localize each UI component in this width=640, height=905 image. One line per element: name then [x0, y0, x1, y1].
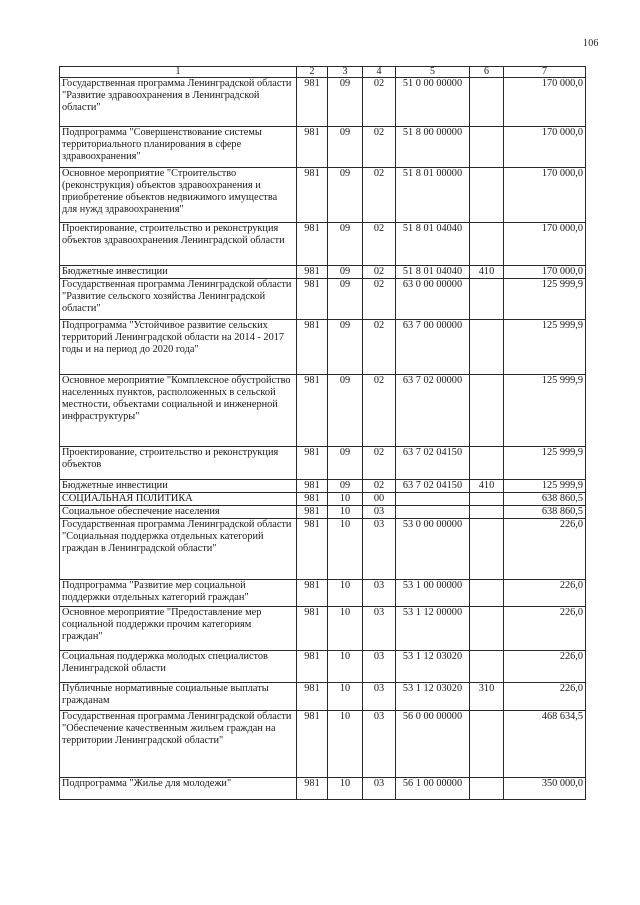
- row-amount: 226,0: [504, 683, 586, 711]
- row-amount: 125 999,9: [504, 447, 586, 480]
- row-name: Проектирование, строительство и реконструкция объектов: [60, 447, 297, 480]
- row-amount: 125 999,9: [504, 480, 586, 493]
- row-name: Подпрограмма "Устойчивое развитие сельских территорий Ленинградской области на 2014 - 2017 годы и на период до 2020 года": [60, 320, 297, 375]
- header-row: [60, 67, 586, 78]
- row-col-4: 00: [363, 493, 396, 506]
- row-col-4: 02: [363, 78, 396, 127]
- table-row: [60, 651, 586, 683]
- row-name: Социальная поддержка молодых специалистов Ленинградской области: [60, 651, 297, 683]
- row-col-6: [470, 127, 504, 168]
- row-col-3: 09: [328, 480, 363, 493]
- header-col-3: 3: [328, 67, 363, 78]
- table-row: [60, 168, 586, 223]
- row-col-5: [396, 493, 470, 506]
- row-amount: 170 000,0: [504, 127, 586, 168]
- row-name: Социальное обеспечение населения: [60, 506, 297, 519]
- header-col-7: 7: [504, 67, 586, 78]
- row-col-5: 51 0 00 00000: [396, 78, 470, 127]
- row-col-3: 10: [328, 519, 363, 580]
- row-name: Основное мероприятие "Предоставление мер социальной поддержки прочим категориям граждан": [60, 607, 297, 651]
- row-col-2: 981: [297, 127, 328, 168]
- row-col-6: 310: [470, 683, 504, 711]
- header-col-4: 4: [363, 67, 396, 78]
- row-col-2: 981: [297, 607, 328, 651]
- row-col-6: 410: [470, 266, 504, 279]
- row-col-6: [470, 375, 504, 447]
- header-col-2: 2: [297, 67, 328, 78]
- row-col-6: [470, 447, 504, 480]
- row-col-5: 53 1 12 03020: [396, 651, 470, 683]
- row-amount: 638 860,5: [504, 493, 586, 506]
- row-name: Государственная программа Ленинградской области "Развитие здравоохранения в Ленинградской области": [60, 78, 297, 127]
- row-col-6: [470, 607, 504, 651]
- row-col-4: 02: [363, 127, 396, 168]
- table-row: [60, 279, 586, 320]
- row-col-2: 981: [297, 266, 328, 279]
- table-row: [60, 375, 586, 447]
- row-amount: 226,0: [504, 519, 586, 580]
- row-amount: 170 000,0: [504, 78, 586, 127]
- row-col-6: [470, 493, 504, 506]
- row-col-3: 10: [328, 493, 363, 506]
- row-name: Основное мероприятие "Комплексное обустройство населенных пунктов, расположенных в сельской местности, объектами социальной и инженерной инфраструктуры": [60, 375, 297, 447]
- row-col-3: 10: [328, 651, 363, 683]
- row-col-6: 410: [470, 480, 504, 493]
- page-number: 106: [583, 38, 599, 49]
- row-amount: 350 000,0: [504, 778, 586, 800]
- row-col-2: 981: [297, 493, 328, 506]
- row-amount: 170 000,0: [504, 168, 586, 223]
- header-col-6: 6: [470, 67, 504, 78]
- row-col-5: 51 8 01 00000: [396, 168, 470, 223]
- row-col-3: 09: [328, 279, 363, 320]
- row-name: СОЦИАЛЬНАЯ ПОЛИТИКА: [60, 493, 297, 506]
- row-col-3: 09: [328, 223, 363, 266]
- row-col-2: 981: [297, 480, 328, 493]
- row-col-6: [470, 778, 504, 800]
- row-col-2: 981: [297, 279, 328, 320]
- row-amount: 226,0: [504, 580, 586, 607]
- row-col-5: 53 1 12 03020: [396, 683, 470, 711]
- row-col-3: 09: [328, 447, 363, 480]
- row-col-3: 10: [328, 711, 363, 778]
- row-col-2: 981: [297, 78, 328, 127]
- row-col-5: 53 1 12 00000: [396, 607, 470, 651]
- row-col-2: 981: [297, 519, 328, 580]
- row-name: Бюджетные инвестиции: [60, 480, 297, 493]
- row-amount: 170 000,0: [504, 223, 586, 266]
- row-col-3: 10: [328, 506, 363, 519]
- row-amount: 125 999,9: [504, 279, 586, 320]
- row-col-4: 02: [363, 266, 396, 279]
- row-col-6: [470, 651, 504, 683]
- table-row: [60, 480, 586, 493]
- row-name: Государственная программа Ленинградской области "Обеспечение качественным жильем граждан на территории Ленинградской области": [60, 711, 297, 778]
- table-row: [60, 223, 586, 266]
- row-amount: 170 000,0: [504, 266, 586, 279]
- row-col-5: 56 1 00 00000: [396, 778, 470, 800]
- row-col-3: 09: [328, 320, 363, 375]
- table-row: [60, 711, 586, 778]
- row-col-4: 02: [363, 375, 396, 447]
- row-col-4: 02: [363, 480, 396, 493]
- row-col-4: 03: [363, 711, 396, 778]
- row-col-4: 02: [363, 320, 396, 375]
- table-row: [60, 447, 586, 480]
- row-amount: 125 999,9: [504, 375, 586, 447]
- row-name: Проектирование, строительство и реконструкция объектов здравоохранения Ленинградской области: [60, 223, 297, 266]
- row-name: Подпрограмма "Совершенствование системы территориального планирования в сфере здравоохранения": [60, 127, 297, 168]
- row-col-5: 56 0 00 00000: [396, 711, 470, 778]
- row-col-6: [470, 78, 504, 127]
- row-col-4: 03: [363, 580, 396, 607]
- row-col-2: 981: [297, 506, 328, 519]
- row-col-3: 10: [328, 580, 363, 607]
- row-col-2: 981: [297, 683, 328, 711]
- row-col-5: 51 8 01 04040: [396, 266, 470, 279]
- row-col-5: 63 7 00 00000: [396, 320, 470, 375]
- row-col-4: 03: [363, 607, 396, 651]
- row-col-2: 981: [297, 711, 328, 778]
- row-col-4: 03: [363, 683, 396, 711]
- row-col-5: 63 0 00 00000: [396, 279, 470, 320]
- row-name: Государственная программа Ленинградской области "Развитие сельского хозяйства Ленинградской области": [60, 279, 297, 320]
- row-col-5: 63 7 02 04150: [396, 447, 470, 480]
- row-col-2: 981: [297, 447, 328, 480]
- row-amount: 226,0: [504, 607, 586, 651]
- row-amount: 638 860,5: [504, 506, 586, 519]
- row-col-2: 981: [297, 320, 328, 375]
- row-col-5: 53 0 00 00000: [396, 519, 470, 580]
- row-col-5: 63 7 02 00000: [396, 375, 470, 447]
- budget-table: [59, 66, 586, 800]
- row-col-6: [470, 279, 504, 320]
- table-row: [60, 78, 586, 127]
- row-name: Бюджетные инвестиции: [60, 266, 297, 279]
- row-col-2: 981: [297, 168, 328, 223]
- row-col-3: 10: [328, 607, 363, 651]
- row-col-2: 981: [297, 375, 328, 447]
- row-name: Государственная программа Ленинградской области "Социальная поддержка отдельных категорий граждан в Ленинградской области": [60, 519, 297, 580]
- row-col-3: 10: [328, 683, 363, 711]
- row-col-3: 09: [328, 78, 363, 127]
- row-col-5: 53 1 00 00000: [396, 580, 470, 607]
- row-col-6: [470, 320, 504, 375]
- row-name: Основное мероприятие "Строительство (реконструкция) объектов здравоохранения и приобретение объектов недвижимого имущества для нужд здравоохранения": [60, 168, 297, 223]
- row-name: Подпрограмма "Развитие мер социальной поддержки отдельных категорий граждан": [60, 580, 297, 607]
- row-amount: 468 634,5: [504, 711, 586, 778]
- header-col-5: 5: [396, 67, 470, 78]
- row-col-3: 10: [328, 778, 363, 800]
- row-col-5: 63 7 02 04150: [396, 480, 470, 493]
- row-name: Подпрограмма "Жилье для молодежи": [60, 778, 297, 800]
- header-col-1: 1: [60, 67, 297, 78]
- row-col-6: [470, 168, 504, 223]
- table-row: [60, 580, 586, 607]
- row-amount: 226,0: [504, 651, 586, 683]
- row-col-6: [470, 519, 504, 580]
- table-row: [60, 506, 586, 519]
- row-col-6: [470, 711, 504, 778]
- row-col-4: 02: [363, 223, 396, 266]
- row-col-6: [470, 223, 504, 266]
- row-col-3: 09: [328, 266, 363, 279]
- row-col-4: 03: [363, 778, 396, 800]
- table-row: [60, 127, 586, 168]
- table-row: [60, 683, 586, 711]
- table-row: [60, 519, 586, 580]
- table-row: [60, 493, 586, 506]
- row-col-3: 09: [328, 375, 363, 447]
- row-col-3: 09: [328, 127, 363, 168]
- table-row: [60, 320, 586, 375]
- row-amount: 125 999,9: [504, 320, 586, 375]
- row-col-2: 981: [297, 223, 328, 266]
- row-col-4: 03: [363, 506, 396, 519]
- row-col-4: 03: [363, 651, 396, 683]
- row-name: Публичные нормативные социальные выплаты гражданам: [60, 683, 297, 711]
- row-col-2: 981: [297, 580, 328, 607]
- row-col-2: 981: [297, 651, 328, 683]
- row-col-2: 981: [297, 778, 328, 800]
- row-col-3: 09: [328, 168, 363, 223]
- row-col-4: 02: [363, 168, 396, 223]
- row-col-4: 02: [363, 279, 396, 320]
- row-col-4: 03: [363, 519, 396, 580]
- row-col-5: 51 8 01 04040: [396, 223, 470, 266]
- table-row: [60, 607, 586, 651]
- row-col-6: [470, 580, 504, 607]
- table-row: [60, 266, 586, 279]
- table-row: [60, 778, 586, 800]
- row-col-5: 51 8 00 00000: [396, 127, 470, 168]
- row-col-6: [470, 506, 504, 519]
- row-col-4: 02: [363, 447, 396, 480]
- row-col-5: [396, 506, 470, 519]
